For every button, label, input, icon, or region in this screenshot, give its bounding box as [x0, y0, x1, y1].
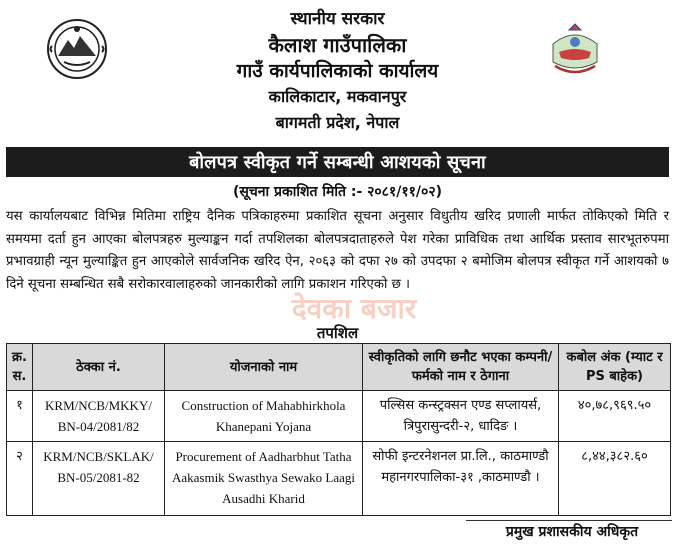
- municipality-name: कैलाश गाउँपालिका: [268, 33, 407, 57]
- government-label: स्थानीय सरकार: [290, 9, 385, 29]
- row-project: Procurement of Aadharbhut Tatha Aakasmik Swasthya Sewako Laagi Ausadhi Kharid: [165, 442, 363, 516]
- tender-table: [6, 343, 671, 516]
- header-project: योजनाको नाम: [165, 344, 363, 391]
- nepal-map-flag-emblem-icon: [545, 22, 605, 78]
- table-caption: तपशिल: [316, 324, 359, 342]
- table-header-row: [7, 344, 671, 391]
- signature-line: [466, 520, 672, 521]
- nepal-emblem-icon: [46, 18, 108, 80]
- watermark-text: देवका बजार: [291, 292, 417, 325]
- header-contract-no: ठेक्का नं.: [33, 344, 165, 391]
- row-contract-no: KRM/NCB/SKLAK/ BN-05/2081-82: [33, 442, 165, 516]
- signature-title: प्रमुख प्रशासकीय अधिकृत: [505, 524, 639, 540]
- table-row: [7, 391, 671, 442]
- office-header: [150, 6, 525, 136]
- office-name: गाउँ कार्यपालिकाको कार्यालय: [236, 60, 439, 82]
- table-row: [7, 442, 671, 516]
- notice-body: यस कार्यालयबाट विभिन्न मितिमा राष्ट्रिय दैनिक पत्रिकाहरुमा प्रकाशित सूचना अनुसार विधुतीय खरिद प्रणाली मार्फत तोकिएको मिति र समयमा दर्ता हुन आएका बोलपत्रहरु मुल्याङ्कन गर्दा तपशिलका बोलपत्रदाताहरुले पेश गरेका प्राविधिक तथा आर्थिक प्रस्ताव सारभूतरुपमा प्रभावग्राही न्यून मुल्याङ्कित हुन आएकोले सार्वजनिक खरिद ऐन, २०६३ को दफा २७ को उपदफा २ बमोजिम बोलपत्र स्वीकृत गर्ने आशयको ७ दिने सूचना सम्बन्धित सबै सरोकारवालाहरुको जानकारीको लागि प्रकाशन गरिएको छ ।: [6, 209, 669, 292]
- row-company: सोफी इन्टरनेशनल प्रा.लि., काठमाण्डौ महानगरपालिका-३१ ,काठमाण्डौ ।: [363, 442, 559, 516]
- header-sn: क्र. स.: [7, 344, 33, 391]
- row-project: Construction of Mahabhirkhola Khanepani Yojana: [165, 391, 363, 442]
- row-amount: ८,४४,३८२.६०: [559, 442, 671, 516]
- row-contract-no: KRM/NCB/MKKY/ BN-04/2081/82: [33, 391, 165, 442]
- province-label: बागमती प्रदेश, नेपाल: [275, 113, 400, 132]
- header-amount: कबोल अंक (म्याट र PS बाहेक): [559, 344, 671, 391]
- notice-title-bar: [6, 147, 669, 177]
- row-amount: ४०,७८,९६९.५०: [559, 391, 671, 442]
- publication-date: (सूचना प्रकाशित मिति :- २०८१/११/०२): [233, 184, 442, 200]
- header-company: स्वीकृतिको लागि छनौट भएका कम्पनी/फर्मको नाम र ठेगाना: [363, 344, 559, 391]
- row-sn: १: [7, 391, 33, 442]
- row-company: पल्सिस कन्स्ट्रक्सन एण्ड सप्लायर्स, त्रिपुरासुन्दरी-२, धादिङ ।: [363, 391, 559, 442]
- notice-title: बोलपत्र स्वीकृत गर्ने सम्बन्धी आशयको सूचना: [189, 152, 486, 173]
- row-sn: २: [7, 442, 33, 516]
- office-address: कालिकाटार, मकवानपुर: [268, 87, 407, 106]
